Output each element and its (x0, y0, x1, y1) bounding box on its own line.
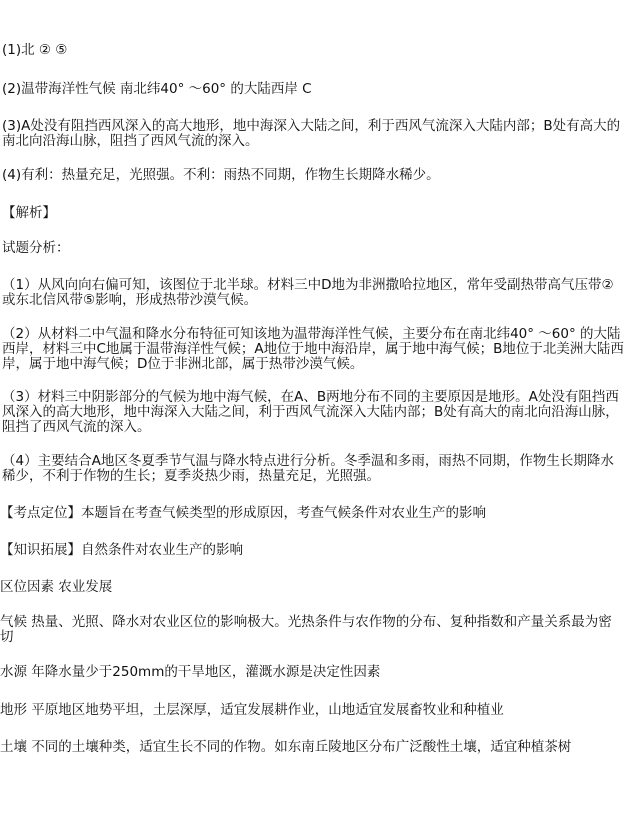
analysis-part-4: （4）主要结合A地区冬夏季节气温与降水特点进行分析。冬季温和多雨，雨热不同期，作物生长期降水稀少，不利于作物的生长；夏季炎热少雨，热量充足，光照强。 (2, 453, 614, 484)
table-header: 区位因素 农业发展 (0, 579, 113, 595)
analysis-header: 【解析】 (2, 205, 56, 221)
analysis-intro: 试题分析： (2, 240, 70, 256)
answer-4: (4)有利：热量充足，光照强。不利：雨热不同期，作物生长期降水稀少。 (2, 167, 440, 183)
analysis-part-3: （3）材料三中阴影部分的气候为地中海气候，在A、B两地分布不同的主要原因是地形。A处没有阻挡西风深入的高大地形，地中海深入大陆之间，利于西风气流深入大陆内部；B处有高大的南北向沿海山脉，阻挡了西风气流的深入。 (2, 389, 619, 435)
exam-point: 【考点定位】本题旨在考查气候类型的形成原因，考查气候条件对农业生产的影响 (0, 505, 486, 521)
answer-2: (2)温带海洋性气候 南北纬40° ～60° 的大陆西岸 C (2, 81, 312, 97)
table-row-climate: 气候 热量、光照、降水对农业区位的影响极大。光热条件与农作物的分布、复种指数和产量关系最为密切 (0, 614, 612, 645)
answer-1: (1)北 ② ⑤ (2, 42, 68, 58)
analysis-part-2: （2）从材料二中气温和降水分布特征可知该地为温带海洋性气候，主要分布在南北纬40° ～60° 的大陆西岸，材料三中C地属于温带海洋性气候；A地位于地中海沿岸，属于地中海气候；B地位于北美洲大陆西岸，属于地中海气候；D位于非洲北部，属于热带沙漠气候。 (2, 326, 624, 372)
table-row-terrain: 地形 平原地区地势平坦，土层深厚，适宜发展耕作业，山地适宜发展畜牧业和种植业 (0, 702, 504, 718)
knowledge-extension: 【知识拓展】自然条件对农业生产的影响 (0, 542, 243, 558)
table-row-soil: 土壤 不同的土壤种类，适宜生长不同的作物。如东南丘陵地区分布广泛酸性土壤，适宜种植茶树 (0, 739, 572, 755)
answer-3: (3)A处没有阻挡西风深入的高大地形，地中海深入大陆之间，利于西风气流深入大陆内部；B处有高大的南北向沿海山脉，阻挡了西风气流的深入。 (2, 118, 621, 149)
table-row-water: 水源 年降水量少于250mm的干旱地区，灌溉水源是决定性因素 (0, 664, 381, 680)
analysis-part-1: （1）从风向向右偏可知，该图位于北半球。材料三中D地为非洲撒哈拉地区，常年受副热带高气压带②或东北信风带⑤影响，形成热带沙漠气候。 (2, 277, 614, 308)
